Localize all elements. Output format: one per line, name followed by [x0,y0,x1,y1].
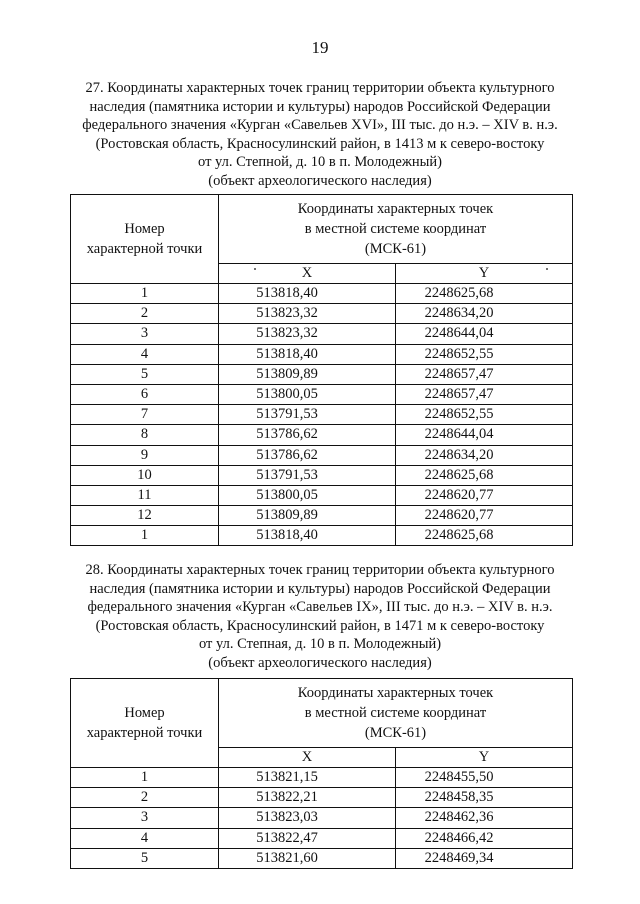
heading-line: от ул. Степная, д. 10 в п. Молодежный) [198,636,442,653]
y-coordinate-cell: 2248634,20 [396,304,573,324]
table-row [71,465,573,485]
y-coordinate-cell: 2248466,42 [396,828,573,848]
x-coordinate-cell: 513823,32 [219,304,396,324]
table-row [71,526,573,546]
y-coordinate-cell: 2248620,77 [396,485,573,505]
scan-speck [254,268,256,270]
x-coordinate-cell: 513823,03 [219,808,396,828]
x-coordinate-cell: 513821,60 [219,848,396,868]
y-coordinate-cell: 2248634,20 [396,445,573,465]
point-number-cell: 1 [71,284,219,304]
point-number-cell: 8 [71,425,219,445]
heading-line: наследия (памятника истории и культуры) народов Российской Федерации [89,580,551,597]
header-line: в местной системе координат [304,221,487,237]
header-line: характерной точки [86,725,203,741]
section-28-heading [60,561,580,673]
point-number-cell: 7 [71,405,219,425]
header-line: Координаты характерных точек [297,685,494,701]
axis-y-header: Y [396,264,573,284]
point-number-cell: 2 [71,788,219,808]
coordinates-table-28 [70,678,573,869]
y-coordinate-cell: 2248620,77 [396,506,573,526]
point-number-cell: 4 [71,828,219,848]
point-number-cell: 5 [71,364,219,384]
y-coordinate-cell: 2248455,50 [396,768,573,788]
table-row [71,344,573,364]
table-row [71,364,573,384]
table-row [71,808,573,828]
table-row [71,485,573,505]
coordinates-table-27 [70,194,573,546]
table-row [71,828,573,848]
y-coordinate-cell: 2248625,68 [396,465,573,485]
x-coordinate-cell: 513786,62 [219,445,396,465]
coordinates-header [219,195,573,264]
y-coordinate-cell: 2248625,68 [396,526,573,546]
y-coordinate-cell: 2248458,35 [396,788,573,808]
table-row [71,445,573,465]
heading-line: (Ростовская область, Красносулинский район, в 1413 м к северо-востоку [95,135,545,152]
table-row [71,425,573,445]
axis-x-header: X [219,748,396,768]
x-coordinate-cell: 513800,05 [219,384,396,404]
section-27-heading [60,79,580,191]
y-coordinate-cell: 2248469,34 [396,848,573,868]
heading-line: федерального значения «Курган «Савельев IX», III тыс. до н.э. – XIV в. н.э. [87,599,553,616]
axis-x-header: X [219,264,396,284]
x-coordinate-cell: 513822,21 [219,788,396,808]
table-row [71,848,573,868]
point-number-cell: 2 [71,304,219,324]
point-number-cell: 12 [71,506,219,526]
y-coordinate-cell: 2248625,68 [396,284,573,304]
scan-speck [546,268,548,270]
header-line: Координаты характерных точек [297,201,494,217]
heading-line: 28. Координаты характерных точек границ территории объекта культурного [85,562,555,578]
header-line: Номер [124,221,165,237]
coordinates-header [219,679,573,748]
heading-line: 27. Координаты характерных точек границ территории объекта культурного [85,80,555,96]
x-coordinate-cell: 513818,40 [219,526,396,546]
point-number-cell: 4 [71,344,219,364]
table-row [71,506,573,526]
point-number-header [71,195,219,284]
page-number: 19 [311,38,329,57]
heading-line: (объект археологического наследия) [208,172,432,189]
header-line: (МСК-61) [364,725,427,741]
point-number-cell: 1 [71,768,219,788]
y-coordinate-cell: 2248657,47 [396,364,573,384]
x-coordinate-cell: 513823,32 [219,324,396,344]
point-number-cell: 5 [71,848,219,868]
table-row [71,384,573,404]
point-number-cell: 10 [71,465,219,485]
y-coordinate-cell: 2248652,55 [396,344,573,364]
point-number-cell: 1 [71,526,219,546]
table-row [71,788,573,808]
x-coordinate-cell: 513809,89 [219,364,396,384]
point-number-cell: 3 [71,808,219,828]
header-line: в местной системе координат [304,705,487,721]
heading-line: (объект археологического наследия) [208,654,432,671]
header-line: характерной точки [86,241,203,257]
table-row [71,768,573,788]
axis-y-header: Y [396,748,573,768]
table-row [71,304,573,324]
y-coordinate-cell: 2248644,04 [396,324,573,344]
point-number-header [71,679,219,768]
x-coordinate-cell: 513791,53 [219,405,396,425]
y-coordinate-cell: 2248462,36 [396,808,573,828]
heading-line: наследия (памятника истории и культуры) народов Российской Федерации [89,98,551,115]
header-line: Номер [124,705,165,721]
x-coordinate-cell: 513818,40 [219,284,396,304]
y-coordinate-cell: 2248652,55 [396,405,573,425]
point-number-cell: 6 [71,384,219,404]
heading-line: (Ростовская область, Красносулинский район, в 1471 м к северо-востоку [95,617,545,634]
point-number-cell: 9 [71,445,219,465]
table-row [71,405,573,425]
x-coordinate-cell: 513809,89 [219,506,396,526]
heading-line: от ул. Степной, д. 10 в п. Молодежный) [198,154,442,171]
y-coordinate-cell: 2248657,47 [396,384,573,404]
table-row [71,284,573,304]
x-coordinate-cell: 513818,40 [219,344,396,364]
point-number-cell: 11 [71,485,219,505]
heading-line: федерального значения «Курган «Савельев XVI», III тыс. до н.э. – XIV в. н.э. [82,117,558,134]
x-coordinate-cell: 513822,47 [219,828,396,848]
x-coordinate-cell: 513791,53 [219,465,396,485]
x-coordinate-cell: 513786,62 [219,425,396,445]
x-coordinate-cell: 513821,15 [219,768,396,788]
table-row [71,324,573,344]
header-line: (МСК-61) [364,241,427,257]
point-number-cell: 3 [71,324,219,344]
y-coordinate-cell: 2248644,04 [396,425,573,445]
x-coordinate-cell: 513800,05 [219,485,396,505]
